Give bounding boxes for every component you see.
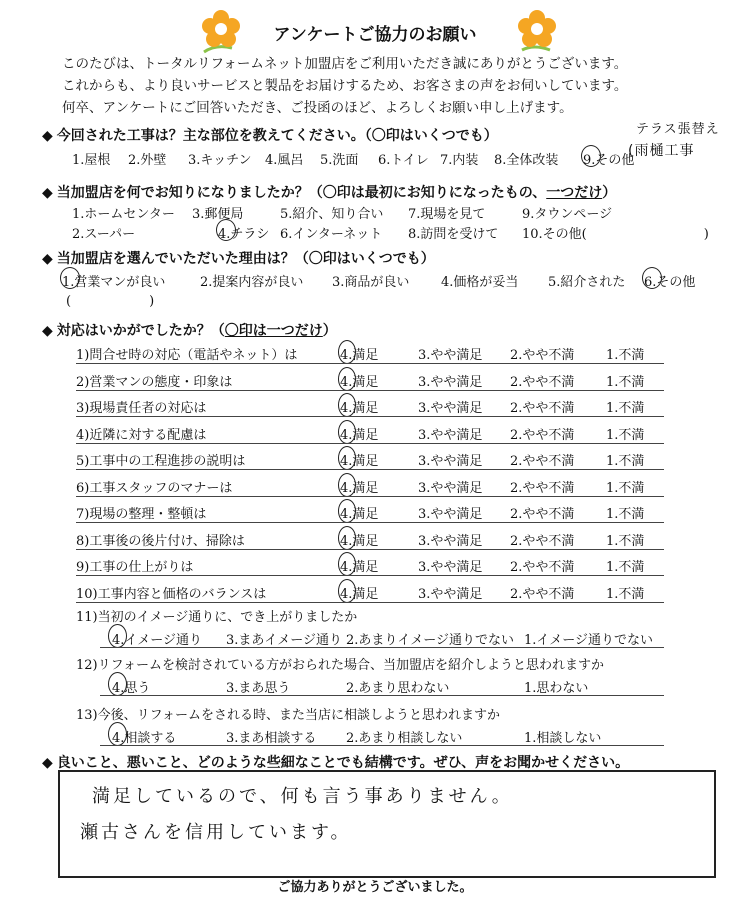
q12-option-1[interactable]: 1.思わない xyxy=(524,681,589,696)
q4-item-3-label: 3)現場責任者の対応は xyxy=(76,401,207,416)
q4-item-5-option-1[interactable]: 1.不満 xyxy=(606,454,645,469)
q4-item-4-rule xyxy=(76,443,664,444)
q12-option-2[interactable]: 2.あまり思わない xyxy=(346,681,450,696)
q4-item-9-rule xyxy=(76,575,664,576)
q4-item-9-option-2[interactable]: 2.やや不満 xyxy=(510,560,575,575)
q3-option-6[interactable]: 6.その他 xyxy=(644,275,696,290)
q2-option-5[interactable]: 5.紹介、知り合い xyxy=(280,207,384,222)
q3-option-5[interactable]: 5.紹介された xyxy=(548,275,626,290)
q13-text: 13)今後、リフォームをされる時、また当店に相談しようと思われますか xyxy=(76,708,500,723)
q4-item-9-answer-circle xyxy=(338,552,356,576)
q4-item-5-rule xyxy=(76,469,664,470)
q4-item-7-option-2[interactable]: 2.やや不満 xyxy=(510,507,575,522)
q4-item-9-label: 9)工事の仕上がりは xyxy=(76,560,194,575)
q4-item-1-option-2[interactable]: 2.やや不満 xyxy=(510,348,575,363)
q2-option-1[interactable]: 1.ホームセンター xyxy=(72,207,175,222)
q4-item-5-option-4[interactable]: 4.満足 xyxy=(340,454,379,469)
q1-option-3[interactable]: 3.キッチン xyxy=(188,153,252,168)
q4-item-6-rule xyxy=(76,496,664,497)
q1-option-5[interactable]: 5.洗面 xyxy=(320,153,359,168)
q4-item-5-option-3[interactable]: 3.やや満足 xyxy=(418,454,483,469)
q3-option-4[interactable]: 4.価格が妥当 xyxy=(441,275,519,290)
q1-option-4[interactable]: 4.風呂 xyxy=(265,153,304,168)
q4-item-6-option-4[interactable]: 4.満足 xyxy=(340,480,379,496)
q4-item-2-label: 2)営業マンの態度・印象は xyxy=(76,374,233,390)
q11-option-2[interactable]: 2.あまりイメージ通りでない xyxy=(346,633,515,648)
q1-option-2[interactable]: 2.外壁 xyxy=(128,153,167,168)
q4-item-1-rule xyxy=(76,363,664,364)
q13-option-3[interactable]: 3.まあ相談する xyxy=(226,731,317,746)
q4-item-7-option-1[interactable]: 1.不満 xyxy=(606,507,645,522)
q4-item-10-option-2[interactable]: 2.やや不満 xyxy=(510,586,575,602)
q4-item-3-option-2[interactable]: 2.やや不満 xyxy=(510,401,575,416)
q13-option-1[interactable]: 1.相談しない xyxy=(524,731,602,746)
q4-item-4-option-1[interactable]: 1.不満 xyxy=(606,427,645,443)
q11-option-1[interactable]: 1.イメージ通りでない xyxy=(524,633,654,648)
q4-item-5-label: 5)工事中の工程進捗の説明は xyxy=(76,454,246,469)
intro-line-3: 何卒、アンケートにご回答いただき、ご投函のほど、よろしくお願い申し上げます。 xyxy=(62,100,573,116)
q4-item-7-label: 7)現場の整理・整頓は xyxy=(76,507,207,522)
q1-option-6[interactable]: 6.トイレ xyxy=(378,153,429,168)
q11-answer-circle xyxy=(108,624,127,648)
q3-option-1[interactable]: 1.営業マンが良い xyxy=(62,275,166,290)
q2-option-6[interactable]: 6.インターネット xyxy=(280,227,383,242)
q4-item-4-answer-circle xyxy=(338,420,356,444)
q4-item-1-option-4[interactable]: 4.満足 xyxy=(340,348,379,363)
q3-answer-circle-6 xyxy=(642,267,662,289)
q2-option-3[interactable]: 3.郵便局 xyxy=(192,207,244,222)
q12-option-3[interactable]: 3.まあ思う xyxy=(226,681,291,696)
q13-option-2[interactable]: 2.あまり相談しない xyxy=(346,731,463,746)
q3-other-paren: ( ) xyxy=(66,294,155,309)
q3-answer-circle-1 xyxy=(60,267,80,289)
intro-line-1: このたびは、トータルリフォームネット加盟店をご利用いただき誠にありがとうございます。 xyxy=(62,56,628,72)
q4-item-10-answer-circle xyxy=(338,579,356,603)
q4-item-1-answer-circle xyxy=(338,340,356,364)
q4-item-3-rule xyxy=(76,416,664,417)
q1-handwritten-note-top: テラス張替え xyxy=(636,122,720,137)
q11-rule xyxy=(100,647,664,648)
q12-rule xyxy=(100,695,664,696)
q4-item-1-option-1[interactable]: 1.不満 xyxy=(606,348,645,363)
q4-item-2-rule xyxy=(76,390,664,391)
q4-item-4-label: 4)近隣に対する配慮は xyxy=(76,427,207,443)
q4-item-4-option-4[interactable]: 4.満足 xyxy=(340,427,379,443)
q4-item-3-option-4[interactable]: 4.満足 xyxy=(340,401,379,416)
q4-item-8-option-1[interactable]: 1.不満 xyxy=(606,533,645,549)
q3-heading: ◆ 当加盟店を選んでいただいた理由は？（〇印はいくつでも） xyxy=(42,251,435,267)
q4-item-9-option-3[interactable]: 3.やや満足 xyxy=(418,560,483,575)
q11-text: 11)当初のイメージ通りに、でき上がりましたか xyxy=(76,610,358,625)
q4-item-10-option-4[interactable]: 4.満足 xyxy=(340,586,379,602)
q4-item-5-option-2[interactable]: 2.やや不満 xyxy=(510,454,575,469)
q1-handwritten-note-bottom: (雨樋工事 xyxy=(628,143,695,159)
q4-heading: ◆ 対応はいかがでしたか？（〇印は一つだけ） xyxy=(42,323,337,339)
q12-option-4[interactable]: 4.思う xyxy=(112,681,151,696)
q4-item-8-label: 8)工事後の後片付け、掃除は xyxy=(76,533,245,549)
q4-item-6-option-3[interactable]: 3.やや満足 xyxy=(418,480,483,496)
q4-item-3-option-1[interactable]: 1.不満 xyxy=(606,401,645,416)
q4-item-10-option-1[interactable]: 1.不満 xyxy=(606,586,645,602)
q3-option-2[interactable]: 2.提案内容が良い xyxy=(200,275,304,290)
q4-item-7-answer-circle xyxy=(338,499,356,523)
q1-heading: ◆ 今回された工事は？主な部位を教えてください。（〇印はいくつでも） xyxy=(42,128,498,144)
q4-item-8-option-4[interactable]: 4.満足 xyxy=(340,533,379,549)
q4-item-8-option-3[interactable]: 3.やや満足 xyxy=(418,533,483,549)
intro-line-2: これからも、より良いサービスと製品をお届けするため、お客さまの声をお伺いしています。 xyxy=(62,78,628,94)
q13-option-4[interactable]: 4.相談する xyxy=(112,731,177,746)
q4-item-2-option-1[interactable]: 1.不満 xyxy=(606,374,645,390)
q4-item-5-answer-circle xyxy=(338,446,356,470)
q13-rule xyxy=(100,745,664,746)
q4-item-10-option-3[interactable]: 3.やや満足 xyxy=(418,586,483,602)
q13-answer-circle xyxy=(108,722,127,746)
q2-option-8[interactable]: 8.訪問を受けて xyxy=(408,227,499,242)
q11-option-3[interactable]: 3.まあイメージ通り xyxy=(226,633,343,648)
comment-line-2: 瀬古さんを信用しています。 xyxy=(80,822,352,843)
q4-item-8-answer-circle xyxy=(338,526,356,550)
q4-item-7-rule xyxy=(76,522,664,523)
q4-item-2-option-3[interactable]: 3.やや満足 xyxy=(418,374,483,390)
q4-item-2-option-2[interactable]: 2.やや不満 xyxy=(510,374,575,390)
q5-heading: ◆ 良いこと、悪いこと、どのような些細なことでも結構です。ぜひ、声をお聞かせください。 xyxy=(42,755,630,771)
q4-item-6-answer-circle xyxy=(338,473,356,497)
q2-option-2[interactable]: 2.スーパー xyxy=(72,227,136,242)
q11-option-4[interactable]: 4.イメージ通り xyxy=(112,633,203,648)
q2-heading: ◆ 当加盟店を何でお知りになりましたか？（〇印は最初にお知りになったもの、一つだけ） xyxy=(42,185,617,201)
q4-item-1-option-3[interactable]: 3.やや満足 xyxy=(418,348,483,363)
q4-item-10-label: 10)工事内容と価格のバランスは xyxy=(76,586,267,602)
q2-option-9[interactable]: 9.タウンページ xyxy=(522,207,613,222)
q4-item-10-rule xyxy=(76,602,664,603)
q4-item-4-option-2[interactable]: 2.やや不満 xyxy=(510,427,575,443)
q4-item-6-option-2[interactable]: 2.やや不満 xyxy=(510,480,575,496)
q4-item-2-answer-circle xyxy=(338,367,356,391)
q2-option-10[interactable]: 10.その他( ) xyxy=(522,227,709,242)
q4-item-2-option-4[interactable]: 4.満足 xyxy=(340,374,379,390)
footer-thanks: ご協力ありがとうございました。 xyxy=(277,880,473,895)
q1-option-7[interactable]: 7.内装 xyxy=(440,153,479,168)
q2-answer-circle xyxy=(216,219,236,241)
q4-item-8-rule xyxy=(76,549,664,550)
q4-item-6-label: 6)工事スタッフのマナーは xyxy=(76,480,233,496)
q1-option-8[interactable]: 8.全体改装 xyxy=(494,153,559,168)
q12-answer-circle xyxy=(108,672,127,696)
q1-option-1[interactable]: 1.屋根 xyxy=(72,153,111,168)
q4-item-9-option-4[interactable]: 4.満足 xyxy=(340,560,379,575)
q4-item-7-option-4[interactable]: 4.満足 xyxy=(340,507,379,522)
q4-item-9-option-1[interactable]: 1.不満 xyxy=(606,560,645,575)
page-title: アンケートご協力のお願い xyxy=(273,25,477,45)
q4-item-4-option-3[interactable]: 3.やや満足 xyxy=(418,427,483,443)
q4-item-6-option-1[interactable]: 1.不満 xyxy=(606,480,645,496)
q1-option-9[interactable]: 9.その他 xyxy=(583,153,635,168)
q2-option-7[interactable]: 7.現場を見て xyxy=(408,207,486,222)
q4-item-3-option-3[interactable]: 3.やや満足 xyxy=(418,401,483,416)
q1-answer-circle xyxy=(581,145,601,167)
q3-option-3[interactable]: 3.商品が良い xyxy=(332,275,410,290)
q4-item-8-option-2[interactable]: 2.やや不満 xyxy=(510,533,575,549)
q2-option-4[interactable]: 4.チラシ xyxy=(218,227,270,242)
comment-line-1: 満足しているので、何も言う事ありません。 xyxy=(92,786,513,807)
q4-item-7-option-3[interactable]: 3.やや満足 xyxy=(418,507,483,522)
q4-item-1-label: 1)問合せ時の対応（電話やネット）は xyxy=(76,348,298,363)
q4-item-3-answer-circle xyxy=(338,393,356,417)
q12-text: 12)リフォームを検討されている方がおられた場合、当加盟店を紹介しようと思われますか xyxy=(76,658,604,673)
